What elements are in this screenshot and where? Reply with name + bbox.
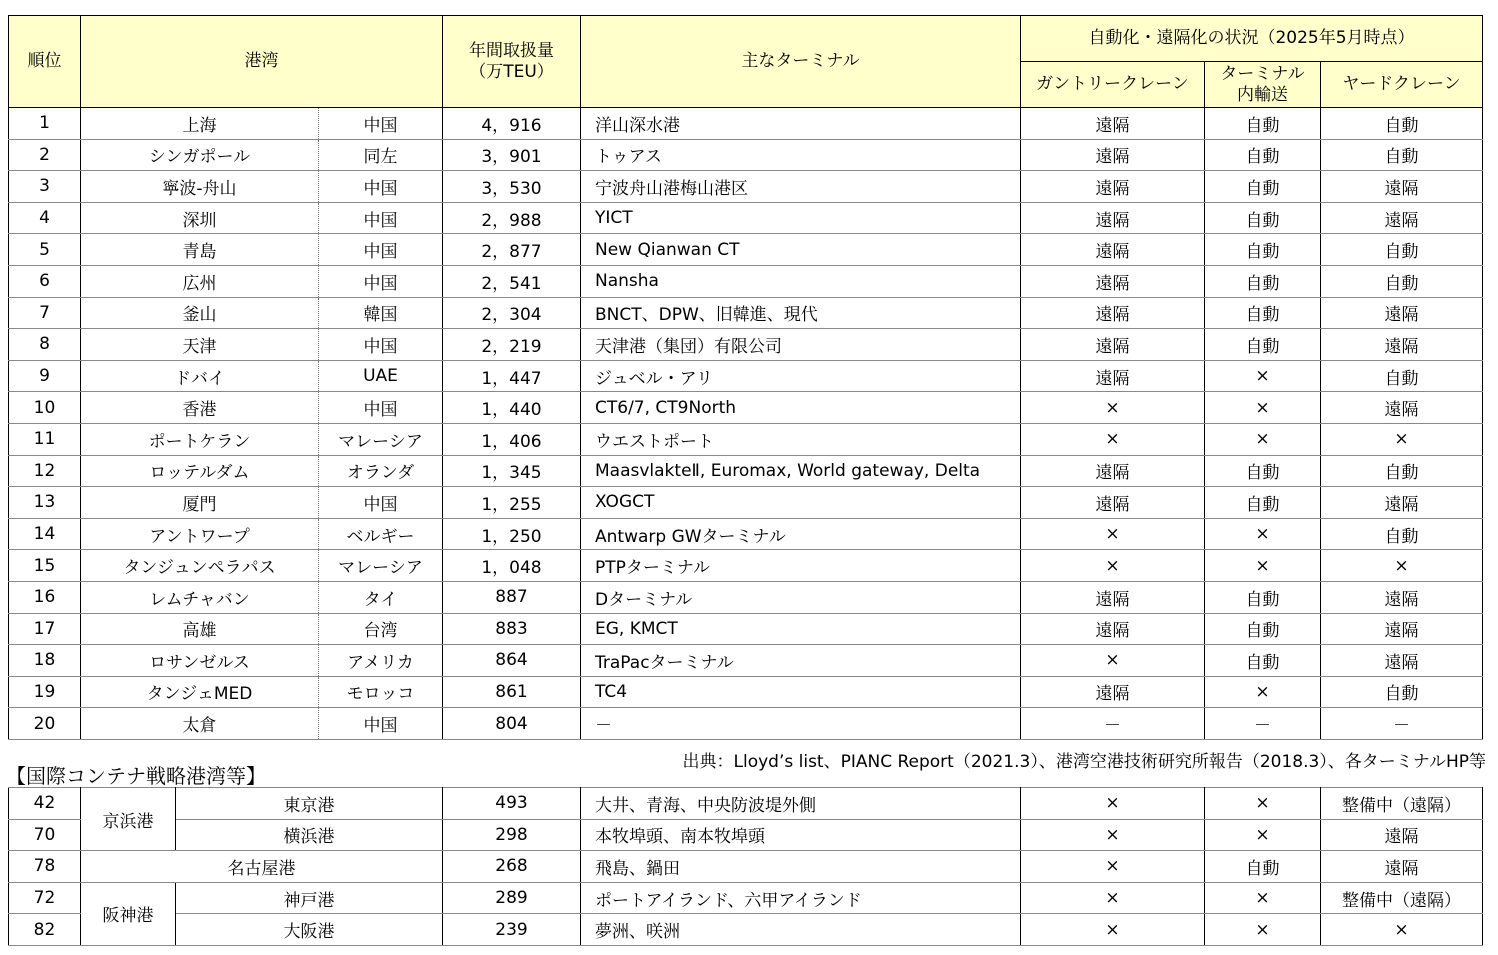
volume-cell: 1，250	[443, 518, 581, 550]
country-cell: マレーシア	[319, 550, 443, 582]
port-cell: 太倉	[81, 708, 319, 740]
gantry-cell: 遠隔	[1021, 455, 1205, 487]
country-cell: 中国	[319, 329, 443, 361]
rank-cell: 14	[9, 518, 81, 550]
gantry-cell: ×	[1021, 914, 1205, 946]
country-cell: マレーシア	[319, 423, 443, 455]
transport-cell: 自動	[1205, 265, 1321, 297]
country-cell: 中国	[319, 265, 443, 297]
table-row	[9, 914, 1483, 946]
rank-cell: 2	[9, 139, 81, 171]
terminal-cell: XOGCT	[581, 487, 1021, 519]
transport-cell: 自動	[1205, 171, 1321, 203]
volume-cell: 887	[443, 581, 581, 613]
port-cell: 青島	[81, 234, 319, 266]
table-row	[9, 360, 1483, 392]
yard-cell: 自動	[1321, 676, 1483, 708]
yard-cell: 自動	[1321, 455, 1483, 487]
gantry-cell: 遠隔	[1021, 202, 1205, 234]
volume-cell: 289	[443, 882, 581, 914]
table-row	[9, 171, 1483, 203]
yard-cell: 自動	[1321, 234, 1483, 266]
volume-cell: 2，219	[443, 329, 581, 361]
terminal-cell: ウエストポート	[581, 423, 1021, 455]
gantry-cell: 遠隔	[1021, 613, 1205, 645]
gantry-cell: －	[1021, 708, 1205, 740]
transport-cell: 自動	[1205, 455, 1321, 487]
yard-cell: 遠隔	[1321, 851, 1483, 883]
terminal-cell: 宁波舟山港梅山港区	[581, 171, 1021, 203]
country-cell: 中国	[319, 202, 443, 234]
header-volume	[443, 16, 581, 108]
port-cell: シンガポール	[81, 139, 319, 171]
port-cell: 深圳	[81, 202, 319, 234]
transport-cell: ×	[1205, 550, 1321, 582]
header-volume-text: 年間取扱量 （万TEU）	[469, 40, 554, 82]
header-terminal: 主なターミナル	[581, 16, 1021, 108]
table-row	[9, 819, 1483, 851]
volume-cell: 1，406	[443, 423, 581, 455]
header-transport-text: ターミナル 内輸送	[1220, 63, 1305, 105]
table-row	[9, 297, 1483, 329]
gantry-cell: ×	[1021, 851, 1205, 883]
gantry-cell: 遠隔	[1021, 360, 1205, 392]
volume-cell: 268	[443, 851, 581, 883]
country-cell: モロッコ	[319, 676, 443, 708]
volume-cell: 493	[443, 788, 581, 820]
rank-cell: 15	[9, 550, 81, 582]
rank-cell: 72	[9, 882, 81, 914]
port-cell: 名古屋港	[81, 851, 443, 883]
terminal-cell: Antwarp GWターミナル	[581, 518, 1021, 550]
port-cell: タンジュンペラパス	[81, 550, 319, 582]
yard-cell: 自動	[1321, 518, 1483, 550]
country-cell: 中国	[319, 108, 443, 140]
transport-cell: 自動	[1205, 202, 1321, 234]
gantry-cell: ×	[1021, 788, 1205, 820]
transport-cell: 自動	[1205, 487, 1321, 519]
terminal-cell: ポートアイランド、六甲アイランド	[581, 882, 1021, 914]
country-cell: 中国	[319, 708, 443, 740]
terminal-cell: CT6/7, CT9North	[581, 392, 1021, 424]
port-cell: 天津	[81, 329, 319, 361]
table-row	[9, 329, 1483, 361]
volume-cell: 3，530	[443, 171, 581, 203]
terminal-cell: トゥアス	[581, 139, 1021, 171]
gantry-cell: ×	[1021, 882, 1205, 914]
section-title: 【国際コンテナ戦略港湾等】	[6, 764, 266, 788]
header-yard: ヤードクレーン	[1321, 62, 1483, 108]
terminal-cell: Nansha	[581, 265, 1021, 297]
transport-cell: 自動	[1205, 613, 1321, 645]
yard-cell: 自動	[1321, 265, 1483, 297]
table-row	[9, 108, 1483, 140]
table-row	[9, 487, 1483, 519]
volume-cell: 298	[443, 819, 581, 851]
transport-cell: ×	[1205, 392, 1321, 424]
yard-cell: 遠隔	[1321, 297, 1483, 329]
gantry-cell: 遠隔	[1021, 676, 1205, 708]
yard-cell: －	[1321, 708, 1483, 740]
header-gantry: ガントリークレーン	[1021, 62, 1205, 108]
gantry-cell: ×	[1021, 645, 1205, 677]
volume-cell: 2，988	[443, 202, 581, 234]
yard-cell: 整備中（遠隔）	[1321, 788, 1483, 820]
volume-cell: 1，447	[443, 360, 581, 392]
gantry-cell: 遠隔	[1021, 329, 1205, 361]
rank-cell: 8	[9, 329, 81, 361]
table-row	[9, 645, 1483, 677]
yard-cell: ×	[1321, 550, 1483, 582]
yard-cell: 自動	[1321, 108, 1483, 140]
rank-cell: 42	[9, 788, 81, 820]
yard-cell: 遠隔	[1321, 202, 1483, 234]
gantry-cell: ×	[1021, 423, 1205, 455]
rank-cell: 20	[9, 708, 81, 740]
japan-ports-table	[8, 787, 1483, 946]
transport-cell: ×	[1205, 788, 1321, 820]
transport-cell: 自動	[1205, 297, 1321, 329]
header-rank: 順位	[9, 16, 81, 108]
port-cell: 広州	[81, 265, 319, 297]
rank-cell: 12	[9, 455, 81, 487]
yard-cell: 自動	[1321, 139, 1483, 171]
yard-cell: 自動	[1321, 360, 1483, 392]
volume-cell: 804	[443, 708, 581, 740]
table-row	[9, 139, 1483, 171]
rank-cell: 19	[9, 676, 81, 708]
terminal-cell: 本牧埠頭、南本牧埠頭	[581, 819, 1021, 851]
transport-cell: ×	[1205, 819, 1321, 851]
transport-cell: 自動	[1205, 234, 1321, 266]
yard-cell: 遠隔	[1321, 329, 1483, 361]
world-ports-body	[9, 108, 1483, 740]
country-cell: ベルギー	[319, 518, 443, 550]
rank-cell: 9	[9, 360, 81, 392]
volume-cell: 864	[443, 645, 581, 677]
rank-cell: 13	[9, 487, 81, 519]
port-cell: 香港	[81, 392, 319, 424]
volume-cell: 239	[443, 914, 581, 946]
gantry-cell: 遠隔	[1021, 139, 1205, 171]
transport-cell: 自動	[1205, 139, 1321, 171]
yard-cell: 遠隔	[1321, 487, 1483, 519]
port-cell: タンジェMED	[81, 676, 319, 708]
country-cell: 中国	[319, 392, 443, 424]
rank-cell: 78	[9, 851, 81, 883]
terminal-cell: BNCT、DPW、旧韓進、現代	[581, 297, 1021, 329]
terminal-cell: Dターミナル	[581, 581, 1021, 613]
gantry-cell: ×	[1021, 518, 1205, 550]
gantry-cell: 遠隔	[1021, 297, 1205, 329]
volume-cell: 2，541	[443, 265, 581, 297]
terminal-cell: EG, KMCT	[581, 613, 1021, 645]
rank-cell: 4	[9, 202, 81, 234]
yard-cell: 遠隔	[1321, 392, 1483, 424]
terminal-cell: 大井、青海、中央防波堤外側	[581, 788, 1021, 820]
gantry-cell: 遠隔	[1021, 234, 1205, 266]
country-cell: 韓国	[319, 297, 443, 329]
table-row	[9, 851, 1483, 883]
terminal-cell: －	[581, 708, 1021, 740]
country-cell: 中国	[319, 171, 443, 203]
volume-cell: 1，255	[443, 487, 581, 519]
terminal-cell: PTPターミナル	[581, 550, 1021, 582]
transport-cell: 自動	[1205, 108, 1321, 140]
transport-cell: ×	[1205, 914, 1321, 946]
header-automation-group: 自動化・遠隔化の状況（2025年5月時点）	[1021, 16, 1483, 62]
country-cell: UAE	[319, 360, 443, 392]
table-row	[9, 676, 1483, 708]
port-cell: ロッテルダム	[81, 455, 319, 487]
gantry-cell: 遠隔	[1021, 108, 1205, 140]
terminal-cell: MaasvlakteⅡ, Euromax, World gateway, Delta	[581, 455, 1021, 487]
volume-cell: 2，304	[443, 297, 581, 329]
port-cell: 寧波-舟山	[81, 171, 319, 203]
transport-cell: ×	[1205, 423, 1321, 455]
port-cell: 神戸港	[176, 882, 443, 914]
transport-cell: ×	[1205, 360, 1321, 392]
volume-cell: 1，440	[443, 392, 581, 424]
rank-cell: 5	[9, 234, 81, 266]
yard-cell: 整備中（遠隔）	[1321, 882, 1483, 914]
rank-cell: 16	[9, 581, 81, 613]
source-note: 出典：Lloyd’s list、PIANC Report（2021.3）、港湾空港技術研究所報告（2018.3）、各ターミナルHP等	[682, 752, 1486, 772]
rank-cell: 1	[9, 108, 81, 140]
yard-cell: 遠隔	[1321, 581, 1483, 613]
country-cell: タイ	[319, 581, 443, 613]
transport-cell: 自動	[1205, 645, 1321, 677]
table-row	[9, 423, 1483, 455]
yard-cell: ×	[1321, 914, 1483, 946]
port-cell: 大阪港	[176, 914, 443, 946]
port-cell: ドバイ	[81, 360, 319, 392]
terminal-cell: TraPacターミナル	[581, 645, 1021, 677]
port-group-keihin: 京浜港	[81, 788, 176, 851]
gantry-cell: 遠隔	[1021, 581, 1205, 613]
port-cell: ロサンゼルス	[81, 645, 319, 677]
rank-cell: 10	[9, 392, 81, 424]
header-transport	[1205, 62, 1321, 108]
transport-cell: 自動	[1205, 851, 1321, 883]
transport-cell: 自動	[1205, 581, 1321, 613]
table-row	[9, 882, 1483, 914]
port-cell: 釜山	[81, 297, 319, 329]
volume-cell: 883	[443, 613, 581, 645]
rank-cell: 11	[9, 423, 81, 455]
table-row	[9, 392, 1483, 424]
yard-cell: ×	[1321, 423, 1483, 455]
volume-cell: 1，048	[443, 550, 581, 582]
terminal-cell: 洋山深水港	[581, 108, 1021, 140]
volume-cell: 3，901	[443, 139, 581, 171]
terminal-cell: 夢洲、咲洲	[581, 914, 1021, 946]
world-ports-table	[8, 15, 1483, 740]
table-row	[9, 550, 1483, 582]
rank-cell: 7	[9, 297, 81, 329]
table-row	[9, 788, 1483, 820]
volume-cell: 2，877	[443, 234, 581, 266]
terminal-cell: 天津港（集団）有限公司	[581, 329, 1021, 361]
yard-cell: 遠隔	[1321, 171, 1483, 203]
gantry-cell: ×	[1021, 550, 1205, 582]
gantry-cell: ×	[1021, 392, 1205, 424]
yard-cell: 遠隔	[1321, 613, 1483, 645]
volume-cell: 4，916	[443, 108, 581, 140]
terminal-cell: 飛島、鍋田	[581, 851, 1021, 883]
rank-cell: 18	[9, 645, 81, 677]
transport-cell: －	[1205, 708, 1321, 740]
country-cell: オランダ	[319, 455, 443, 487]
table-row	[9, 708, 1483, 740]
terminal-cell: TC4	[581, 676, 1021, 708]
terminal-cell: New Qianwan CT	[581, 234, 1021, 266]
gantry-cell: 遠隔	[1021, 487, 1205, 519]
header-port: 港湾	[81, 16, 443, 108]
volume-cell: 861	[443, 676, 581, 708]
transport-cell: ×	[1205, 676, 1321, 708]
gantry-cell: 遠隔	[1021, 171, 1205, 203]
port-cell: アントワープ	[81, 518, 319, 550]
gantry-cell: ×	[1021, 819, 1205, 851]
port-cell: 横浜港	[176, 819, 443, 851]
table-row	[9, 234, 1483, 266]
volume-cell: 1，345	[443, 455, 581, 487]
transport-cell: 自動	[1205, 329, 1321, 361]
terminal-cell: YICT	[581, 202, 1021, 234]
country-cell: アメリカ	[319, 645, 443, 677]
port-cell: ポートケラン	[81, 423, 319, 455]
rank-cell: 82	[9, 914, 81, 946]
port-group-hanshin: 阪神港	[81, 882, 176, 945]
table-row	[9, 202, 1483, 234]
rank-cell: 3	[9, 171, 81, 203]
table-row	[9, 518, 1483, 550]
country-cell: 同左	[319, 139, 443, 171]
terminal-cell: ジュベル・アリ	[581, 360, 1021, 392]
port-cell: レムチャバン	[81, 581, 319, 613]
table-row	[9, 455, 1483, 487]
yard-cell: 遠隔	[1321, 819, 1483, 851]
table-row	[9, 265, 1483, 297]
table-row	[9, 581, 1483, 613]
port-cell: 上海	[81, 108, 319, 140]
country-cell: 台湾	[319, 613, 443, 645]
yard-cell: 遠隔	[1321, 645, 1483, 677]
country-cell: 中国	[319, 487, 443, 519]
country-cell: 中国	[319, 234, 443, 266]
rank-cell: 17	[9, 613, 81, 645]
rank-cell: 70	[9, 819, 81, 851]
port-cell: 東京港	[176, 788, 443, 820]
transport-cell: ×	[1205, 882, 1321, 914]
gantry-cell: 遠隔	[1021, 265, 1205, 297]
table-row	[9, 613, 1483, 645]
transport-cell: ×	[1205, 518, 1321, 550]
port-cell: 高雄	[81, 613, 319, 645]
rank-cell: 6	[9, 265, 81, 297]
port-cell: 厦門	[81, 487, 319, 519]
